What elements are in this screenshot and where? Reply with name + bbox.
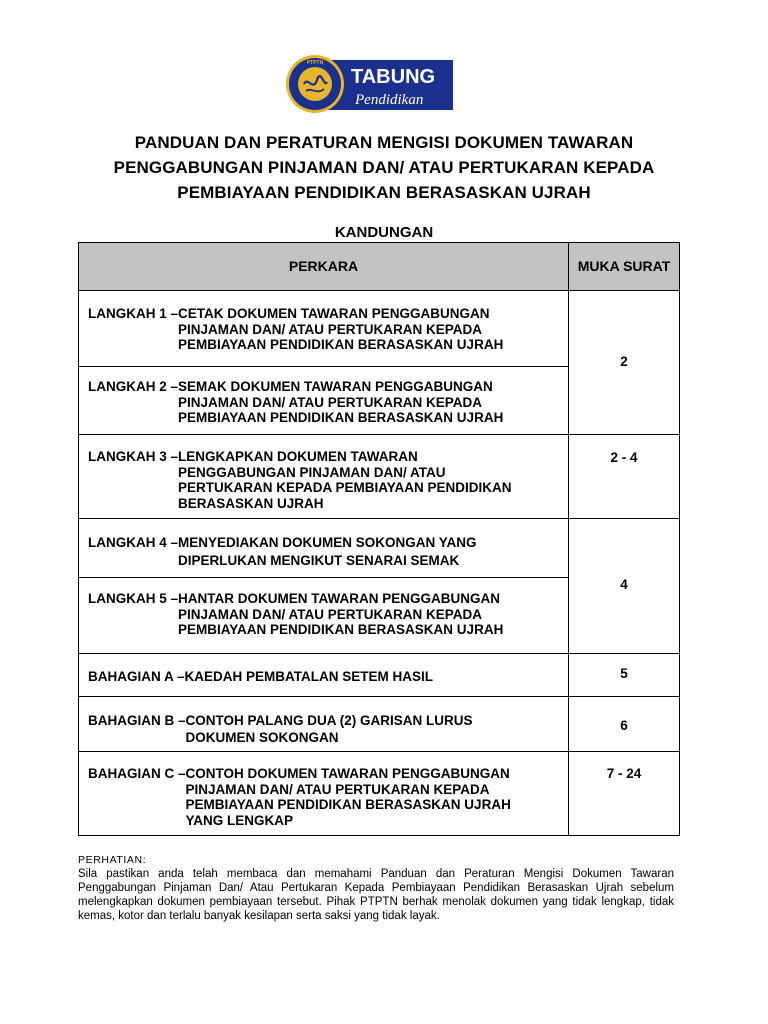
- item-line: SEMAK DOKUMEN TAWARAN PENGGABUNGAN: [178, 379, 493, 394]
- item-line: KAEDAH PEMBATALAN SETEM HASIL: [184, 669, 434, 684]
- title-line-2: PENGGABUNGAN PINJAMAN DAN/ ATAU PERTUKARAN KEPADA: [113, 158, 655, 177]
- item-cell: [79, 654, 569, 697]
- item-prefix: LANGKAH 2 –: [88, 379, 179, 394]
- item-line: PEMBIAYAAN PENDIDIKAN BERASASKAN UJRAH: [185, 797, 511, 812]
- page-cell: [569, 519, 680, 654]
- item-prefix: LANGKAH 1 –: [88, 306, 179, 321]
- item-line: YANG LENGKAP: [185, 812, 294, 828]
- page-number: 4: [620, 577, 628, 593]
- item-line: PEMBIAYAAN PENDIDIKAN BERASASKAN UJRAH: [178, 622, 504, 637]
- item-line: BERASASKAN UJRAH: [178, 495, 324, 511]
- item-line: PINJAMAN DAN/ ATAU PERTUKARAN KEPADA: [185, 781, 490, 797]
- page-cell: [569, 435, 680, 519]
- logo-seal-text: PTPTN: [306, 60, 324, 66]
- page-number: 2 - 4: [610, 450, 638, 465]
- item-cell: [79, 752, 569, 836]
- table-header-row: [79, 243, 680, 291]
- notice-text: Sila pastikan anda telah membaca dan memahami Panduan dan Peraturan Mengisi Dokumen Tawaran Penggabungan Pinjaman Dan/ Atau Pertukaran Kepada Pembiayaan Pendidikan Berasaskan Ujrah sebelum melengkapkan dokumen pembiayaan tersebut. Pihak PTPTN berhak menolak dokumen yang tidak lengkap, tidak kemas, kotor dan terlalu banyak kesilapan serta saksi yang tidak layak.: [78, 868, 674, 922]
- item-cell: [79, 291, 569, 367]
- notice-label: PERHATIAN:: [78, 854, 147, 866]
- item-cell: [79, 435, 569, 519]
- item-line: PINJAMAN DAN/ ATAU PERTUKARAN KEPADA: [178, 394, 483, 410]
- item-prefix: LANGKAH 5 –: [88, 591, 179, 606]
- item-cell: [79, 367, 569, 435]
- title-line-1: PANDUAN DAN PERATURAN MENGISI DOKUMEN TAWARAN: [134, 133, 634, 152]
- header-item: PERKARA: [79, 243, 569, 291]
- logo-brand-sub: Pendidikan: [355, 92, 424, 108]
- logo-graphic: [283, 54, 455, 114]
- item-line: PEMBIAYAAN PENDIDIKAN BERASASKAN UJRAH: [178, 410, 504, 425]
- page-cell: [569, 291, 680, 435]
- table-row: [79, 519, 680, 578]
- item-prefix: LANGKAH 4 –: [88, 535, 179, 550]
- page-cell: [569, 752, 680, 836]
- document-title: [60, 130, 708, 205]
- item-prefix: BAHAGIAN A –: [88, 669, 185, 684]
- page-number: 2: [620, 353, 628, 369]
- item-cell: [79, 519, 569, 578]
- item-line: DIPERLUKAN MENGIKUT SENARAI SEMAK: [178, 553, 460, 568]
- item-line: PERTUKARAN KEPADA PEMBIAYAAN PENDIDIKAN: [178, 480, 512, 495]
- tabung-pendidikan-logo: [283, 54, 455, 114]
- table-row: [79, 435, 680, 519]
- item-line: PEMBIAYAAN PENDIDIKAN BERASASKAN UJRAH: [178, 337, 504, 352]
- item-line: DOKUMEN SOKONGAN: [185, 730, 339, 745]
- item-line: PINJAMAN DAN/ ATAU PERTUKARAN KEPADA: [178, 321, 483, 337]
- table-row: [79, 654, 680, 697]
- table-row: [79, 697, 680, 752]
- notice: [78, 853, 674, 923]
- title-line-3: PEMBIAYAAN PENDIDIKAN BERASASKAN UJRAH: [177, 183, 591, 202]
- item-line: PINJAMAN DAN/ ATAU PERTUKARAN KEPADA: [178, 606, 483, 622]
- contents-heading: KANDUNGAN: [334, 224, 434, 241]
- item-line: LENGKAPKAN DOKUMEN TAWARAN: [178, 449, 418, 464]
- page-number: 7 - 24: [606, 766, 642, 781]
- item-cell: [79, 697, 569, 752]
- page-number: 6: [620, 718, 628, 733]
- item-prefix: LANGKAH 3 –: [88, 449, 179, 464]
- table-row: [79, 752, 680, 836]
- page-cell: [569, 654, 680, 697]
- item-line: MENYEDIAKAN DOKUMEN SOKONGAN YANG: [178, 535, 477, 550]
- item-line: HANTAR DOKUMEN TAWARAN PENGGABUNGAN: [178, 591, 501, 606]
- item-line: CONTOH DOKUMEN TAWARAN PENGGABUNGAN: [185, 766, 510, 781]
- contents-table: [78, 242, 680, 836]
- table-row: [79, 291, 680, 367]
- page-cell: [569, 697, 680, 752]
- page-number: 5: [620, 666, 628, 681]
- item-line: PENGGABUNGAN PINJAMAN DAN/ ATAU: [178, 464, 446, 480]
- logo-brand-main: TABUNG: [351, 66, 436, 88]
- header-page: MUKA SURAT: [569, 243, 680, 291]
- item-prefix: BAHAGIAN C –: [88, 766, 186, 781]
- item-line: CETAK DOKUMEN TAWARAN PENGGABUNGAN: [178, 306, 490, 321]
- item-line: CONTOH PALANG DUA (2) GARISAN LURUS: [185, 713, 473, 728]
- item-cell: [79, 578, 569, 654]
- item-prefix: BAHAGIAN B –: [88, 713, 186, 728]
